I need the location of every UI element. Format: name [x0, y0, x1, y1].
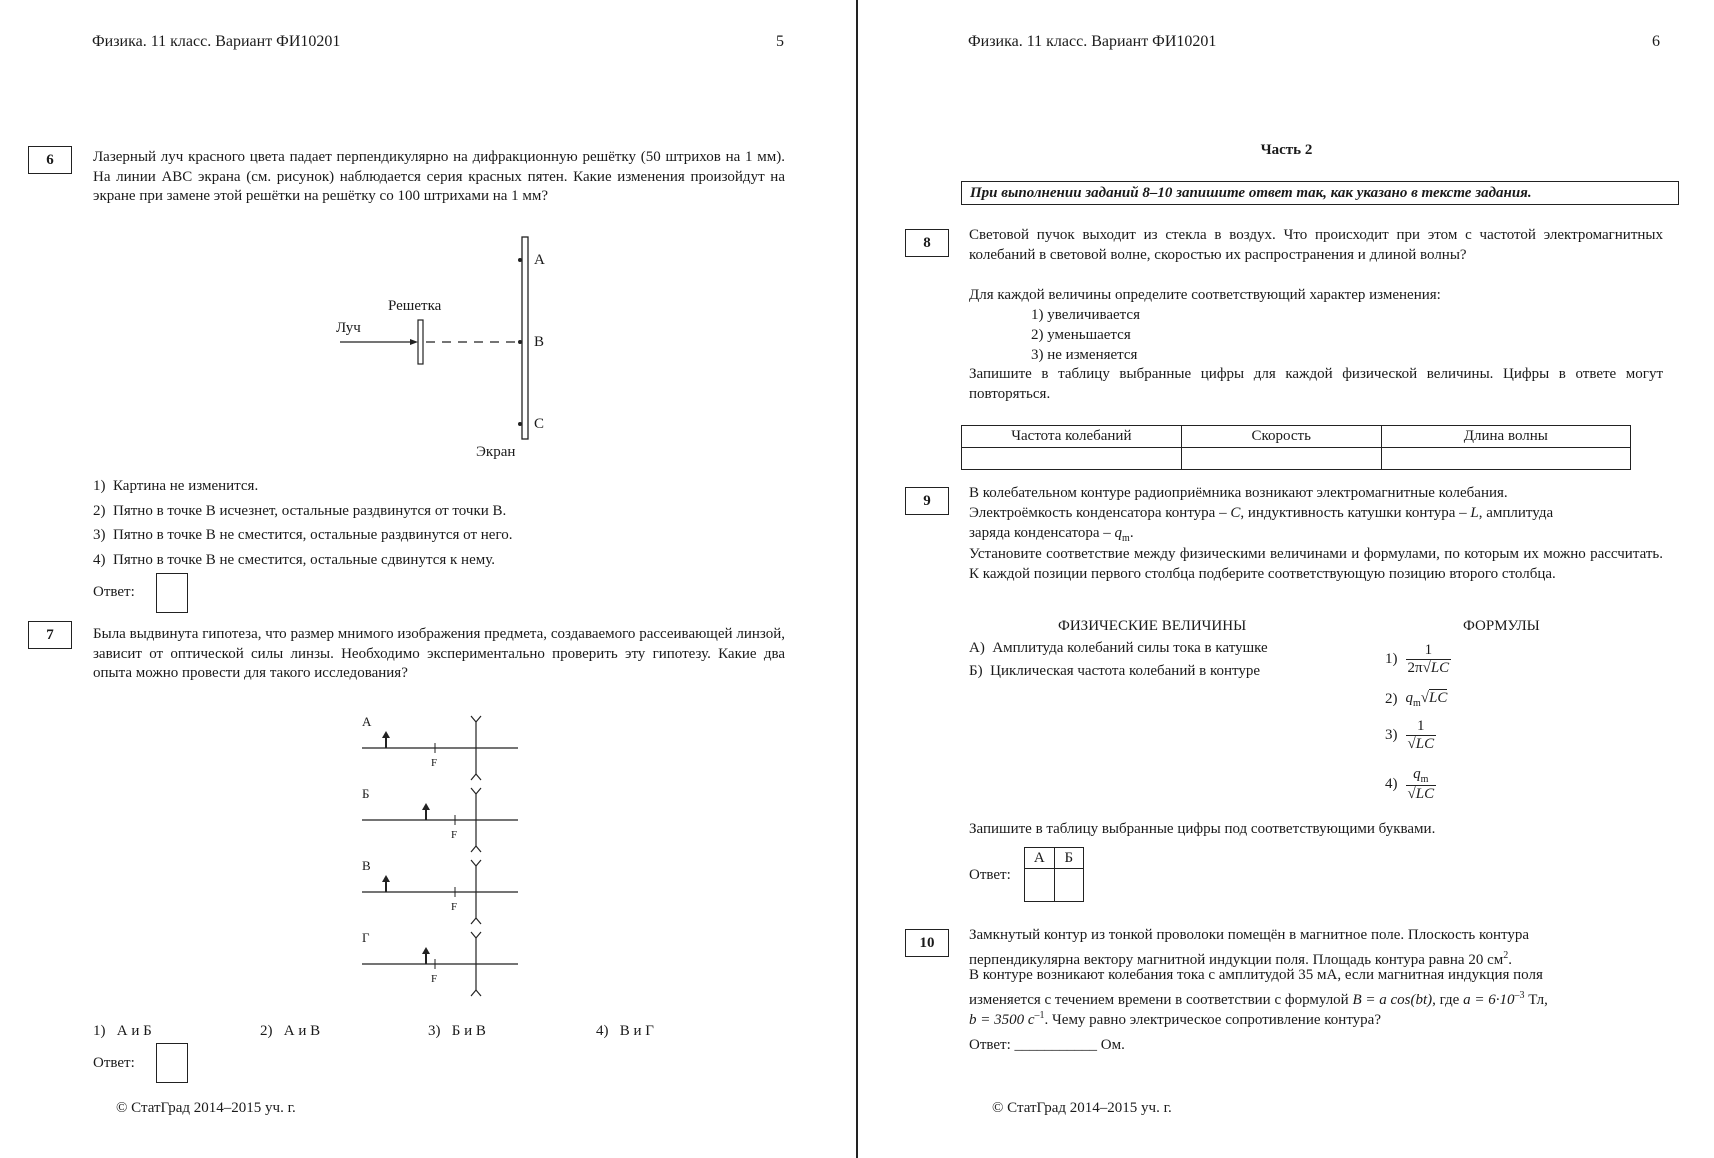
- question-7-text: Была выдвинута гипотеза, что размер мнимого изображения предмета, создаваемого рассеивающей линзой, зависит от оптической силы линзы. Необходимо экспериментально проверить эту гипотезу. Какие два опыта можно провести для такого исследования?: [93, 626, 785, 681]
- beam-arrow: [410, 339, 418, 345]
- q6-option-4: 4) Пятно в точке В не сместится, остальные сдвинутся к нему.: [93, 552, 495, 568]
- question-10-line5: b = 3500 $с^{-1}$. Чему равно электрическое сопротивление контура?: [969, 1010, 1381, 1028]
- label-point-c: C: [534, 416, 545, 432]
- q9-column1-title: ФИЗИЧЕСКИЕ ВЕЛИЧИНЫ: [1058, 618, 1247, 634]
- setup-g: [362, 930, 518, 996]
- q8-answer-cell[interactable]: [962, 448, 1182, 470]
- q9-answer-cell-b[interactable]: [1054, 869, 1083, 902]
- diffraction-figure: [320, 232, 570, 464]
- page-number: 5: [776, 33, 784, 50]
- label-grating: Решетка: [388, 298, 442, 314]
- q8-choice-1: 1) увеличивается: [1031, 307, 1140, 323]
- q10-answer-blank[interactable]: ___________: [1014, 1037, 1098, 1053]
- question-number-10: 10: [905, 929, 949, 957]
- q8-choice-3: 3) не изменяется: [1031, 347, 1138, 363]
- setup-a-label: А: [362, 714, 372, 729]
- page-header: Физика. 11 класс. Вариант ФИ10201: [968, 33, 1217, 50]
- left-page: [0, 0, 856, 1158]
- q8-answer-table: [961, 425, 1631, 470]
- page-footer: © СтатГрад 2014–2015 уч. г.: [116, 1100, 296, 1116]
- q8-header-speed: Скорость: [1181, 426, 1381, 448]
- q7-answer-label: Ответ:: [93, 1055, 135, 1071]
- right-page: [859, 0, 1714, 1158]
- q7-option-1: 1) А и Б: [93, 1023, 152, 1039]
- question-number-7: 7: [28, 621, 72, 649]
- q7-option-3: 3) Б и В: [428, 1023, 486, 1039]
- label-beam: Луч: [336, 320, 361, 336]
- question-number-6: 6: [28, 146, 72, 174]
- setup-b-focus: F: [451, 829, 458, 841]
- question-8-text: Световой пучок выходит из стекла в воздух. Что происходит при этом с частотой электромагнитных колебаний в световой волне, скоростью их распространения и длиной волны?: [969, 227, 1663, 263]
- part-title: Часть 2: [1260, 142, 1313, 158]
- q9-answer-label: Ответ:: [969, 867, 1011, 883]
- page-number: 6: [1652, 33, 1660, 50]
- question-9-text-line2: Электроёмкость конденсатора контура – C, индуктивность катушки контура – L, амплитуда: [969, 505, 1554, 521]
- q9-answer-note: Запишите в таблицу выбранные цифры под соответствующими буквами.: [969, 821, 1436, 837]
- grating: [418, 320, 423, 364]
- setup-v: [362, 858, 518, 924]
- label-screen: Экран: [476, 444, 516, 460]
- question-10-line2: перпендикулярна вектору магнитной индукции поля. Площадь контура равна 20 $см^2$.: [969, 950, 1512, 968]
- q8-answer-cell[interactable]: [1381, 448, 1630, 470]
- q6-option-1: 1) Картина не изменится.: [93, 478, 259, 494]
- q7-option-2: 2) А и В: [260, 1023, 321, 1039]
- q9-column2-title: ФОРМУЛЫ: [1463, 618, 1540, 634]
- question-8-subtext: Для каждой величины определите соответствующий характер изменения:: [969, 287, 1441, 303]
- spot-c: [518, 422, 522, 426]
- q6-option-3: 3) Пятно в точке В не сместится, остальные раздвинутся от него.: [93, 527, 513, 543]
- q6-answer-box[interactable]: [156, 573, 188, 613]
- q6-answer-label: Ответ:: [93, 584, 135, 600]
- question-9-text-line3: заряда конденсатора – $q_m$.: [969, 525, 1134, 544]
- question-6-text: Лазерный луч красного цвета падает перпендикулярно на дифракционную решётку (50 штрихов на 1 мм). На линии АВС экрана (см. рисунок) наблюдается серия красных пятен. Какие изменения произойдут на экране при замене этой решётки на решётку со 100 штрихами на 1 мм?: [93, 149, 785, 204]
- lens-experiments-figure: [350, 712, 530, 1002]
- q9-quantity-a: А) Амплитуда колебаний силы тока в катушке: [969, 640, 1268, 656]
- question-10-line3: В контуре возникают колебания тока с амплитудой 35 мА, если магнитная индукция поля: [969, 967, 1543, 983]
- q8-choice-2: 2) уменьшается: [1031, 327, 1131, 343]
- question-10-line1: Замкнутый контур из тонкой проволоки помещён в магнитное поле. Плоскость контура: [969, 927, 1530, 943]
- question-number-8: 8: [905, 229, 949, 257]
- label-point-b: B: [534, 334, 545, 350]
- setup-b: [362, 786, 518, 852]
- question-9-instructions: Установите соответствие между физическими величинами и формулами, по которым их можно рассчитать. К каждой позиции первого столбца подберите соответствующую позицию второго столбца.: [969, 546, 1663, 582]
- q8-answer-cell[interactable]: [1181, 448, 1381, 470]
- q9-header-a: А: [1025, 848, 1055, 869]
- setup-g-focus: F: [431, 973, 438, 985]
- q9-header-b: Б: [1054, 848, 1083, 869]
- question-10-line4: изменяется с течением времени в соответствии с формулой B = a cos(bt), где $a = 6\cdot 10^{-3}$ Тл,: [969, 990, 1548, 1008]
- question-9-text-line1: В колебательном контуре радиоприёмника возникают электромагнитные колебания.: [969, 485, 1508, 501]
- q9-quantity-b: Б) Циклическая частота колебаний в контуре: [969, 663, 1261, 679]
- q9-formula-1: 1) $\frac{1}{2\pi√LC}$: [1385, 642, 1450, 676]
- q8-header-wavelength: Длина волны: [1381, 426, 1630, 448]
- question-number-9: 9: [905, 487, 949, 515]
- setup-b-label: Б: [362, 786, 370, 801]
- q9-answer-cell-a[interactable]: [1025, 869, 1055, 902]
- spot-a: [518, 258, 522, 262]
- screen-bar: [522, 237, 528, 439]
- q10-answer-row: Ответ: ___________ Ом.: [969, 1037, 1125, 1053]
- part-instruction: При выполнении заданий 8–10 запишите ответ так, как указано в тексте задания.: [961, 181, 1679, 205]
- setup-a: [362, 714, 518, 780]
- q9-formula-4: 4) $\frac{q_m}{√LC}$: [1385, 766, 1435, 802]
- q8-header-frequency: Частота колебаний: [962, 426, 1182, 448]
- q6-option-2: 2) Пятно в точке В исчезнет, остальные раздвинутся от точки В.: [93, 503, 507, 519]
- setup-g-label: Г: [362, 930, 370, 945]
- setup-a-focus: F: [431, 757, 438, 769]
- setup-v-focus: F: [451, 901, 458, 913]
- q9-formula-3: 3) $\frac{1}{√LC}$: [1385, 718, 1435, 752]
- q9-formula-2: 2) $q_m√LC$: [1385, 690, 1448, 709]
- question-8-note: Запишите в таблицу выбранные цифры для каждой физической величины. Цифры в ответе могут повторяться.: [969, 366, 1663, 402]
- page-header: Физика. 11 класс. Вариант ФИ10201: [92, 33, 341, 50]
- q9-answer-table: [1024, 847, 1084, 902]
- page-divider: [856, 0, 858, 1158]
- setup-v-label: В: [362, 858, 371, 873]
- label-point-a: A: [534, 252, 545, 268]
- page-footer: © СтатГрад 2014–2015 уч. г.: [992, 1100, 1172, 1116]
- q7-answer-box[interactable]: [156, 1043, 188, 1083]
- q7-option-4: 4) В и Г: [596, 1023, 654, 1039]
